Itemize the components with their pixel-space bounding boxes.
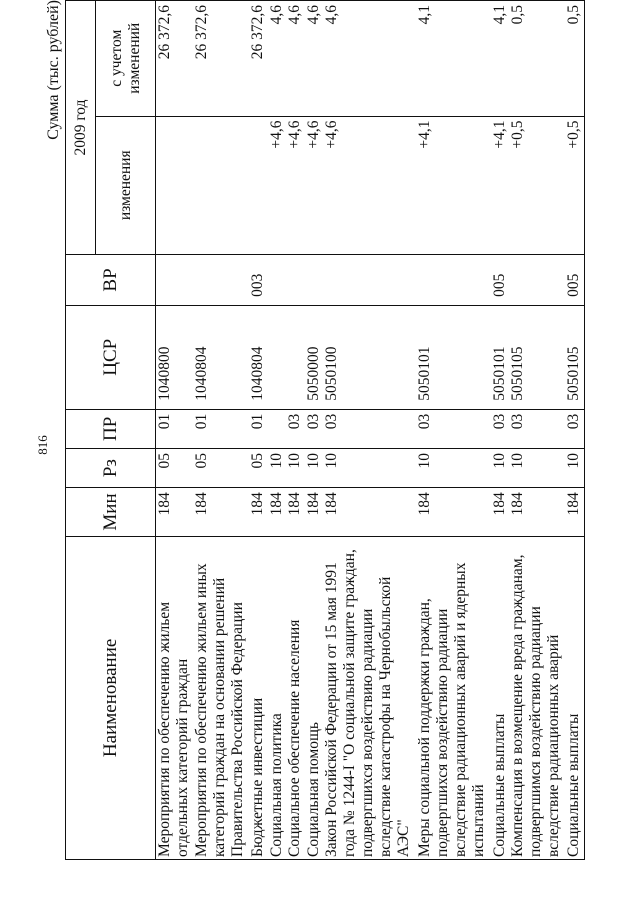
row-csr: 5050105 [509, 305, 565, 409]
header-year: 2009 год [66, 1, 96, 255]
table-row [249, 1, 268, 860]
row-rz: 10 [491, 449, 510, 488]
row-vr [509, 255, 565, 306]
page-number: 816 [35, 435, 50, 455]
row-name: Бюджетные инвестиции [249, 536, 268, 859]
row-rz: 05 [249, 449, 268, 488]
table-row [193, 1, 249, 860]
row-rz: 05 [156, 449, 194, 488]
header-name: Наименование [66, 536, 156, 859]
row-name: Компенсация в возмещение вреда гражданам, подвергшимся воздействию радиации вследствие радиационных аварий [509, 536, 565, 859]
header-with-changes: с учетом изменений [96, 1, 156, 117]
table-body [156, 1, 585, 860]
row-vr [305, 255, 324, 306]
row-rz: 10 [509, 449, 565, 488]
row-pr: 03 [305, 409, 324, 448]
row-min: 184 [565, 488, 584, 536]
row-name: Социальные выплаты [491, 536, 510, 859]
row-rz: 10 [323, 449, 416, 488]
row-name: Закон Российской Федерации от 15 мая 1991 года № 1244-I "О социальной защите граждан, подвергшихся воздействию радиации вследствие катастрофы на Чернобыльской АЭС" [323, 536, 416, 859]
units-caption: Сумма (тыс. рублей) [45, 0, 62, 140]
row-csr [268, 305, 287, 409]
header-changes: изменения [96, 116, 156, 255]
row-rz: 05 [193, 449, 249, 488]
row-min: 184 [268, 488, 287, 536]
row-min: 184 [156, 488, 194, 536]
row-name: Социальные выплаты [565, 536, 584, 859]
row-name: Мероприятия по обеспечению жильем иных категорий граждан на основании решений Правительства Российской Федерации [193, 536, 249, 859]
row-min: 184 [416, 488, 490, 536]
row-total: 26 372,6 [249, 1, 268, 117]
row-pr [268, 409, 287, 448]
row-total: 4,1 [416, 1, 490, 117]
table-header [66, 1, 156, 860]
row-rz: 10 [268, 449, 287, 488]
header-pr: ПР [66, 409, 156, 448]
row-vr: 003 [249, 255, 268, 306]
row-vr [323, 255, 416, 306]
row-pr: 03 [323, 409, 416, 448]
row-pr: 03 [286, 409, 305, 448]
budget-table [65, 0, 585, 860]
table-row [156, 1, 194, 860]
table-row [286, 1, 305, 860]
row-total: 4,1 [491, 1, 510, 117]
row-pr: 03 [416, 409, 490, 448]
row-min: 184 [286, 488, 305, 536]
row-csr [286, 305, 305, 409]
row-min: 184 [249, 488, 268, 536]
row-rz: 10 [416, 449, 490, 488]
row-name: Меры социальной поддержки граждан, подвергшихся воздействию радиации вследствие радиационных аварий и ядерных испытаний [416, 536, 490, 859]
row-rz: 10 [286, 449, 305, 488]
table-row [565, 1, 584, 860]
row-pr: 01 [156, 409, 194, 448]
table-row [305, 1, 324, 860]
row-csr: 5050101 [491, 305, 510, 409]
row-name: Социальное обеспечение населения [286, 536, 305, 859]
row-total: 4,6 [323, 1, 416, 117]
row-csr: 5050105 [565, 305, 584, 409]
row-change: +0,5 [509, 116, 565, 255]
row-csr: 1040800 [156, 305, 194, 409]
header-rz: Рз [66, 449, 156, 488]
row-vr: 005 [491, 255, 510, 306]
row-total: 4,6 [268, 1, 287, 117]
row-total: 26 372,6 [156, 1, 194, 117]
row-change: +4,6 [286, 116, 305, 255]
row-name: Социальная помощь [305, 536, 324, 859]
row-total: 4,6 [286, 1, 305, 117]
row-name: Мероприятия по обеспечению жильем отдельных категорий граждан [156, 536, 194, 859]
row-total: 0,5 [565, 1, 584, 117]
row-csr: 5050000 [305, 305, 324, 409]
header-vr: ВР [66, 255, 156, 306]
row-vr [286, 255, 305, 306]
row-vr [193, 255, 249, 306]
row-csr: 1040804 [249, 305, 268, 409]
row-total: 0,5 [509, 1, 565, 117]
row-name: Социальная политика [268, 536, 287, 859]
row-pr: 03 [565, 409, 584, 448]
table-row [268, 1, 287, 860]
header-min: Мин [66, 488, 156, 536]
table-row [323, 1, 416, 860]
row-change: +4,1 [491, 116, 510, 255]
row-csr: 1040804 [193, 305, 249, 409]
row-rz: 10 [565, 449, 584, 488]
row-min: 184 [509, 488, 565, 536]
row-min: 184 [323, 488, 416, 536]
row-total: 4,6 [305, 1, 324, 117]
row-pr: 01 [249, 409, 268, 448]
row-rz: 10 [305, 449, 324, 488]
row-min: 184 [491, 488, 510, 536]
row-vr: 005 [565, 255, 584, 306]
row-pr: 03 [509, 409, 565, 448]
row-vr [156, 255, 194, 306]
table-row [491, 1, 510, 860]
row-total: 26 372,6 [193, 1, 249, 117]
row-change: +4,6 [268, 116, 287, 255]
row-change: +4,6 [323, 116, 416, 255]
row-change: +4,1 [416, 116, 490, 255]
row-change [156, 116, 194, 255]
row-vr [416, 255, 490, 306]
table-row [416, 1, 490, 860]
row-change: +4,6 [305, 116, 324, 255]
row-change [193, 116, 249, 255]
row-csr: 5050100 [323, 305, 416, 409]
row-change [249, 116, 268, 255]
row-vr [268, 255, 287, 306]
row-change: +0,5 [565, 116, 584, 255]
row-min: 184 [193, 488, 249, 536]
table-row [509, 1, 565, 860]
row-pr: 01 [193, 409, 249, 448]
header-csr: ЦСР [66, 305, 156, 409]
row-min: 184 [305, 488, 324, 536]
row-csr: 5050101 [416, 305, 490, 409]
row-pr: 03 [491, 409, 510, 448]
